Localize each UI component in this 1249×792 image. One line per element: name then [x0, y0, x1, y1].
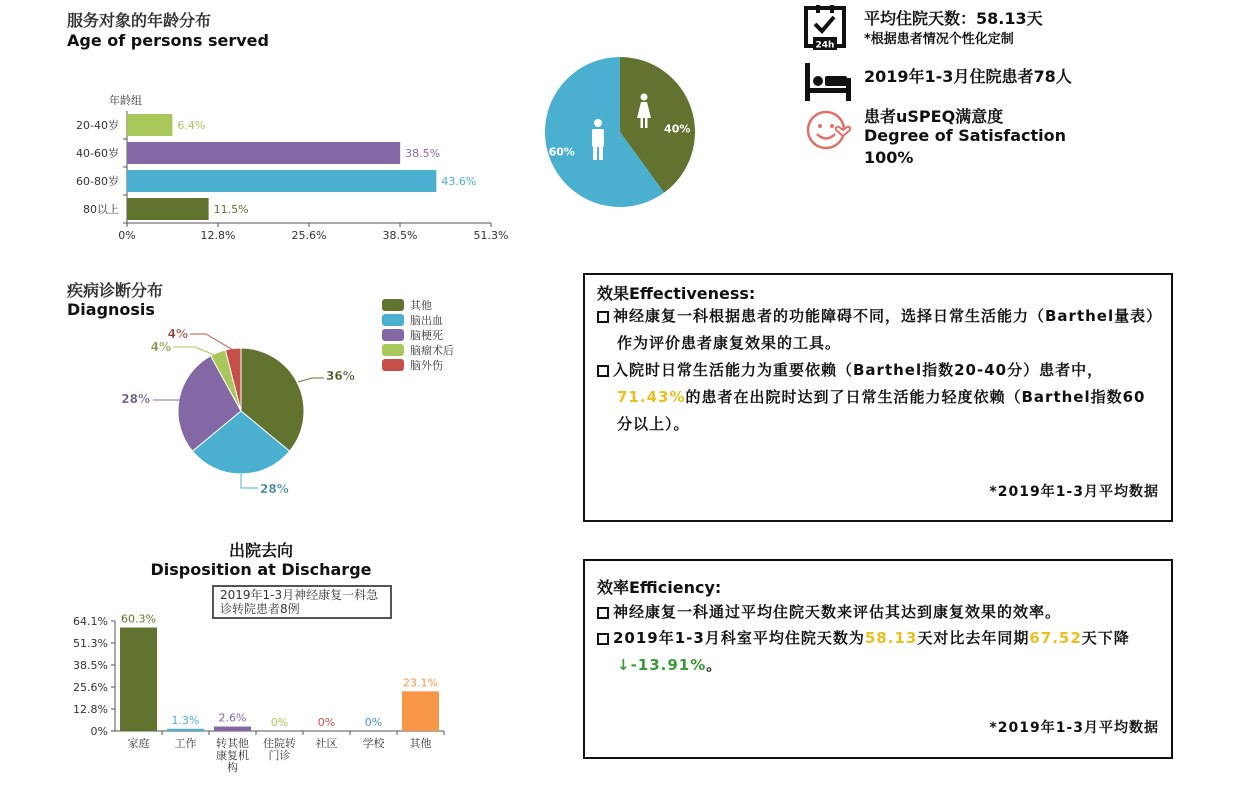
- gender-pie-label: 60%: [548, 145, 575, 159]
- discharge-category-label: [363, 736, 386, 750]
- discharge-category-label-line: 门诊: [268, 749, 291, 762]
- diagnosis-legend-swatch: [382, 344, 404, 356]
- patients-count: 2019年1-3月住院患者78人: [864, 67, 1072, 86]
- efficiency-item-2-text-c: 天下降: [1081, 629, 1130, 647]
- discharge-bar-value-label: 1.3%: [171, 713, 200, 727]
- efficiency-item-2-text-a: 2019年1-3月科室平均住院天数为: [613, 629, 865, 647]
- effectiveness-highlight-value: 71.43%: [617, 388, 686, 406]
- discharge-y-tick-label: 51.3%: [73, 637, 108, 650]
- discharge-category-label-line: 康复机: [216, 749, 249, 762]
- diagnosis-leader-line: [241, 474, 258, 488]
- effectiveness-title: 效果Effectiveness:: [597, 284, 756, 303]
- diagnosis-legend-swatch: [382, 329, 404, 341]
- discharge-bar: [214, 727, 251, 731]
- efficiency-decrease-arrow: ↓-13.91%: [617, 656, 707, 674]
- discharge-category-label: [128, 736, 150, 750]
- effectiveness-item-2-text-a: 入院时日常生活能力为重要依赖（Barthel指数20-40分）患者中，: [613, 361, 1104, 379]
- discharge-category-label-line: 构: [227, 761, 238, 774]
- male-icon-leg: [599, 146, 603, 160]
- age-x-tick-label: 38.5%: [382, 229, 418, 242]
- diagnosis-leader-line: [173, 347, 217, 356]
- diagnosis-leader-line: [298, 378, 324, 382]
- effectiveness-panel: [583, 273, 1173, 522]
- effectiveness-note: *2019年1-3月平均数据: [989, 484, 1159, 500]
- male-icon-head: [594, 119, 602, 127]
- checkbox-icon: [597, 365, 609, 377]
- discharge-bar: [167, 729, 204, 731]
- discharge-category-label-line: 其他: [409, 737, 432, 750]
- diagnosis-title-zh: 疾病诊断分布: [67, 281, 164, 300]
- age-bar: [127, 170, 436, 192]
- efficiency-item-2-text-b: 天对比去年同期: [917, 629, 1030, 647]
- effectiveness-item-2: [597, 357, 1157, 438]
- efficiency-panel: [583, 559, 1173, 759]
- age-category-label: 40-60岁: [76, 147, 119, 160]
- age-bar-value-label: 43.6%: [441, 175, 477, 188]
- discharge-y-tick-label: 64.1%: [73, 615, 108, 628]
- age-bar-value-label: 11.5%: [213, 203, 249, 216]
- age-bar: [127, 198, 209, 220]
- discharge-y-tick-label: 38.5%: [73, 659, 108, 672]
- avg-stay-subtitle: *根据患者情况个性化定制: [864, 32, 1014, 47]
- age-bar-chart: [60, 85, 530, 260]
- discharge-category-label: [175, 737, 197, 750]
- diagnosis-legend-label: 脑出血: [410, 314, 443, 327]
- diagnosis-legend-label: 脑梗死: [410, 329, 443, 342]
- efficiency-last-year-days: 67.52: [1029, 629, 1082, 647]
- age-bar: [127, 142, 400, 164]
- efficiency-item-1: [597, 599, 1157, 626]
- effectiveness-item-2-text-b: 的患者在出院时达到了日常生活能力轻度依赖（Barthel指数60分以上）。: [617, 388, 1146, 433]
- age-x-tick-label: 0%: [118, 229, 136, 242]
- female-icon-leg: [645, 118, 648, 128]
- diagnosis-legend-swatch: [382, 299, 404, 311]
- diagnosis-pie-label: 36%: [326, 369, 355, 383]
- satisfaction-value: 100%: [864, 148, 914, 167]
- diagnosis-title-en: Diagnosis: [67, 300, 155, 319]
- discharge-category-label: [263, 736, 296, 762]
- discharge-category-label-line: 家庭: [127, 737, 150, 750]
- discharge-y-tick-label: 0%: [90, 725, 108, 738]
- discharge-category-label-line: 学校: [362, 737, 385, 750]
- diagnosis-legend-swatch: [382, 359, 404, 371]
- diagnosis-pie-label: 4%: [150, 340, 171, 354]
- diagnosis-legend-label: 脑瘤术后: [410, 344, 454, 357]
- age-chart-title-en: Age of persons served: [67, 31, 269, 50]
- female-icon-leg: [641, 118, 644, 128]
- clock-icon-label: 24h: [815, 40, 835, 51]
- discharge-category-label: [216, 736, 249, 774]
- gender-pie-chart: [540, 52, 705, 217]
- checkbox-icon: [597, 311, 609, 323]
- hospital-bed-icon: [803, 60, 853, 104]
- diagnosis-legend-label: 其他: [410, 299, 432, 312]
- satisfaction-title-zh: 患者uSPEQ满意度: [864, 107, 1004, 126]
- efficiency-item-2: [597, 625, 1157, 679]
- age-axis-title: 年龄组: [109, 94, 142, 107]
- discharge-y-tick-label: 25.6%: [73, 681, 108, 694]
- age-category-label: 80以上: [83, 203, 119, 216]
- gender-pie-label: 40%: [664, 122, 691, 136]
- diagnosis-pie-chart: [100, 290, 500, 505]
- effectiveness-item-1-text: 神经康复一科根据患者的功能障碍不同，选择日常生活能力（Barthel量表）作为评价患者康复效果的工具。: [613, 307, 1155, 352]
- age-x-tick-label: 12.8%: [200, 229, 236, 242]
- age-chart-title-zh: 服务对象的年龄分布: [67, 11, 212, 30]
- diagnosis-legend-swatch: [382, 314, 404, 326]
- age-bar-value-label: 38.5%: [405, 147, 441, 160]
- age-bar: [127, 114, 172, 136]
- smiley-face-icon: [805, 106, 853, 154]
- diagnosis-legend-label: 脑外伤: [410, 359, 443, 372]
- age-category-label: 60-80岁: [76, 175, 119, 188]
- discharge-bar-value-label: 0%: [364, 716, 383, 729]
- diagnosis-pie-label: 28%: [121, 392, 150, 406]
- efficiency-item-2-text-d: 。: [706, 656, 723, 674]
- efficiency-current-days: 58.13: [864, 629, 918, 647]
- male-icon-leg: [593, 146, 597, 160]
- discharge-bar: [402, 691, 439, 731]
- discharge-y-tick-label: 12.8%: [73, 703, 108, 716]
- discharge-title-en: Disposition at Discharge: [150, 560, 372, 579]
- effectiveness-item-1: [597, 303, 1157, 357]
- discharge-callout: 2019年1-3月神经康复一科急诊转院患者8例: [212, 585, 392, 619]
- discharge-category-label-line: 转其他: [216, 737, 249, 750]
- female-icon-head: [641, 94, 648, 101]
- checkbox-icon: [597, 607, 609, 619]
- efficiency-item-1-text: 神经康复一科通过平均住院天数来评估其达到康复效果的效率。: [613, 603, 1062, 621]
- age-x-tick-label: 25.6%: [291, 229, 327, 242]
- clock-24h-icon: [803, 4, 851, 52]
- discharge-category-label-line: 社区: [315, 737, 338, 750]
- discharge-category-label: [316, 736, 338, 750]
- age-bar-value-label: 6.4%: [177, 119, 206, 132]
- discharge-bar-value-label: 60.3%: [121, 612, 156, 626]
- age-x-tick-label: 51.3%: [473, 229, 509, 242]
- checkbox-icon: [597, 633, 609, 645]
- discharge-category-label-line: 住院转: [263, 737, 296, 750]
- discharge-category-label-line: 工作: [174, 737, 197, 750]
- discharge-bar-value-label: 2.6%: [218, 711, 247, 725]
- age-category-label: 20-40岁: [76, 119, 119, 132]
- discharge-bar: [120, 628, 157, 731]
- male-icon-body: [592, 129, 604, 147]
- discharge-bar-value-label: 0%: [270, 716, 289, 729]
- efficiency-title: 效率Efficiency:: [597, 578, 722, 597]
- diagnosis-pie-label: 28%: [260, 482, 289, 496]
- discharge-bar-chart: [60, 605, 460, 785]
- diagnosis-pie-label: 4%: [167, 327, 188, 341]
- avg-stay-title: 平均住院天数：58.13天: [864, 9, 1043, 28]
- efficiency-note: *2019年1-3月平均数据: [989, 720, 1159, 736]
- discharge-category-label: [410, 736, 432, 750]
- satisfaction-title-en: Degree of Satisfaction: [864, 126, 1067, 145]
- discharge-bar-value-label: 23.1%: [403, 676, 438, 690]
- discharge-title-zh: 出院去向: [228, 541, 293, 560]
- discharge-bar-value-label: 0%: [317, 716, 336, 729]
